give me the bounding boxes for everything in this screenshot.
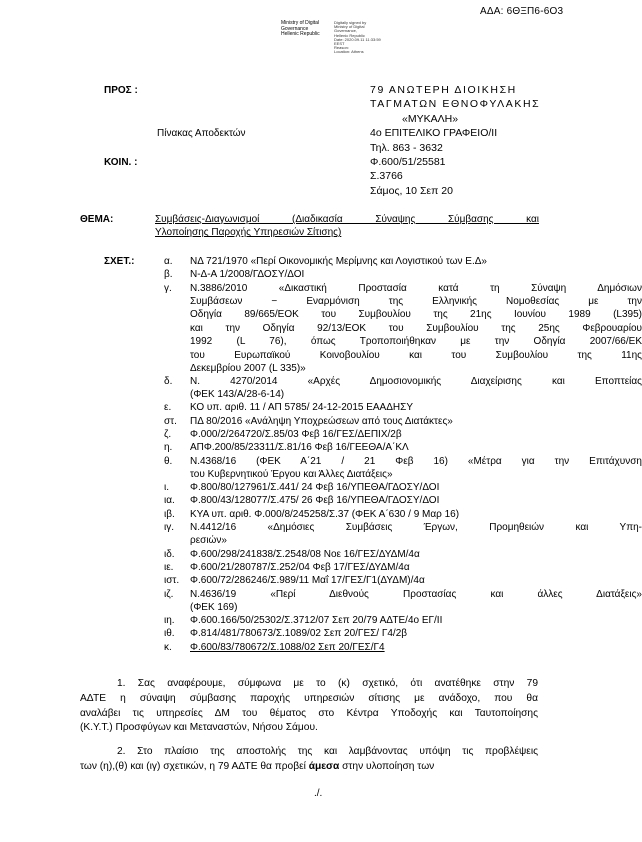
reference-letter: ιστ. <box>164 575 180 587</box>
reference-text: Φ.600/83/780672/Σ.1088/02 Σεπ 20/ΓΕΣ/Γ4 <box>190 641 385 653</box>
reference-text: Φ.600.166/50/25302/Σ.3712/07 Σεπ 20/79 ΑΔΤΕ/4ο ΕΓ/ΙΙ <box>190 615 443 627</box>
reference-text: ΑΠΦ.200/85/23311/Σ.81/16 Φεβ 16/ΓΕΕΘΑ/Α΄ΚΛ <box>190 442 409 454</box>
reference-text: Φ.600/72/286246/Σ.989/11 Μαΐ 17/ΓΕΣ/Γ1(ΔΥΔΜ)/4α <box>190 575 425 587</box>
reference-letter: ιγ. <box>164 522 174 533</box>
reference-letter: ια. <box>164 495 175 507</box>
reference-letter: β. <box>164 269 173 281</box>
reference-letter: α. <box>164 256 173 267</box>
reference-text: ΚΥΑ υπ. αριθ. Φ.000/8/245258/Σ.37 (ΦΕΚ Α΄630 / 9 Μαρ 16) <box>190 508 460 520</box>
reference-text: Ν.4636/19 «Περί Διεθνούς Προστασίας και άλλες Διατάξεις» (ΦΕΚ 169) <box>190 588 642 613</box>
reference-text: Φ.600/21/280787/Σ.252/04 Φεβ 17/ΓΕΣ/ΔΥΔΜ/4α <box>190 561 410 573</box>
digital-signature-block: Digitally signed by Ministry of Digital Governance, Hellenic Republic Date: 2020.09.11 11:33:59 EEST Reason: Location: Athens <box>334 20 381 55</box>
pros-label: ΠΡΟΣ : <box>104 85 138 96</box>
reference-letter: ιθ. <box>164 628 175 640</box>
paragraph-2: 2. Στο πλαίσιο της αποστολής της και λαμβάνοντας υπόψη τις προβλέψεις των (η),(θ) και (ιγ) σχετικών, η 79 ΑΔΤΕ θα προβεί άμεσα στην υλοποίηση των <box>80 746 538 772</box>
references-label: ΣΧΕΤ.: <box>104 256 135 267</box>
reference-text: Ν.4412/16 «Δημόσιες Συμβάσεις Έργων, Προμηθειών και Υπη- ρεσιών» <box>190 522 642 547</box>
sender-address: 79 ΑΝΩΤΕΡΗ ΔΙΟΙΚΗΣΗ ΤΑΓΜΑΤΩΝ ΕΘΝΟΦΥΛΑΚΗΣ «ΜΥΚΑΛΗ» 4ο ΕΠΙΤΕΛΙΚΟ ΓΡΑΦΕΙΟ/ΙΙ Τηλ. 863 - 3632 Φ.600/51/25581 Σ.3766 Σάμος, 10 Σεπ 20 <box>370 84 541 197</box>
reference-letter: ιε. <box>164 561 174 573</box>
reference-text: Φ.800/80/127961/Σ.441/ 24 Φεβ 16/ΥΠΕΘΑ/ΓΔΟΣΥ/ΔΟΙ <box>190 482 440 494</box>
reference-letter: ιδ. <box>164 548 175 560</box>
reference-text: Ν-Δ-Α 1/2008/ΓΔΟΣΥ/ΔΟΙ <box>190 269 305 281</box>
reference-letter: ε. <box>164 402 172 414</box>
ada-code: ΑΔΑ: 6ΘΞΠ6-6Ο3 <box>480 6 564 17</box>
signature-issuer: Ministry of Digital Governance Hellenic Republic <box>281 20 320 37</box>
reference-text: Ν.3886/2010 «Δικαστική Προστασία κατά τη Σύναψη Δημόσιων Συμβάσεων − Εναρμόνιση της Ελληνικής Νομοθεσίας με την Οδηγία 89/665/ΕΟΚ του Συμβουλίου της 21ης Ιουνίου 1989 (L395) και την Οδηγία 92/13/ΕΟΚ του Συμβουλίου της 25ης Φεβρουαρίου 1992 (L 76), όπως Τροποποιήθηκαν με την Οδηγία 2007/66/ΕΚ του Ευρωπαϊκού Κοινοβουλίου και του Συμβουλίου της 11ης Δεκεμβρίου 2007 (L 335)» <box>190 282 642 374</box>
reference-letter: στ. <box>164 415 177 427</box>
reference-letter: γ. <box>164 282 172 294</box>
reference-text: Ν.4368/16 (ΦΕΚ Α΄21 / 21 Φεβ 16) «Μέτρα για την Επιτάχυνση του Κυβερνητικού Έργου και Άλλες Διατάξεις» <box>190 455 642 480</box>
reference-letter: ζ. <box>164 428 172 440</box>
reference-text: Φ.000/2/264720/Σ.85/03 Φεβ 16/ΓΕΣ/ΔΕΠΙΧ/2β <box>190 428 402 440</box>
subject-text: Συμβάσεις-Διαγωνισμοί (Διαδικασία Σύναψης Σύμβασης και Υλοποίησης Παροχής Υπηρεσιών Σίτισης) <box>155 214 539 239</box>
reference-text: Φ.814/481/780673/Σ.1089/02 Σεπ 20/ΓΕΣ/ Γ4/2β <box>190 628 408 640</box>
reference-text: ΝΔ 721/1970 «Περί Οικονομικής Μερίμνης και Λογιστικού των Ε.Δ» <box>190 256 487 267</box>
reference-letter: η. <box>164 442 173 454</box>
reference-letter: θ. <box>164 455 173 467</box>
koin-label: ΚΟΙΝ. : <box>104 157 138 168</box>
reference-letter: ιζ. <box>164 588 174 600</box>
reference-text: Φ.800/43/128077/Σ.475/ 26 Φεβ 16/ΥΠΕΘΑ/ΓΔΟΣΥ/ΔΟΙ <box>190 495 440 507</box>
reference-text: Ν. 4270/2014 «Αρχές Δημοσιονομικής Διαχείρισης και Εποπτείας (ΦΕΚ 143/Α/28-6-14) <box>190 375 642 401</box>
reference-text: ΚΟ υπ. αριθ. 11 / ΑΠ 5785/ 24-12-2015 ΕΑΑΔΗΣΥ <box>190 402 413 414</box>
reference-text: ΠΔ 80/2016 «Ανάληψη Υποχρεώσεων από τους Διατάκτες» <box>190 415 453 427</box>
continued-mark: ./. <box>314 788 323 799</box>
reference-letter: δ. <box>164 375 173 387</box>
emphasis-text: άμεσα <box>308 760 340 772</box>
subject-label: ΘΕΜΑ: <box>80 214 114 225</box>
reference-text: Φ.600/298/241838/Σ.2548/08 Νοε 16/ΓΕΣ/ΔΥΔΜ/4α <box>190 548 420 560</box>
reference-letter: ι. <box>164 482 169 494</box>
paragraph-1: 1. Σας αναφέρουμε, σύμφωνα με το (κ) σχετικό, ότι ανατέθηκε στην 79 ΑΔΤΕ η σύναψη σύμβασης παροχής υπηρεσιών σίτισης με ανάδοχο, που θα αναλάβει τις υπηρεσίες ΔΜ του θέματος στο Κέντρα Υποδοχής και Ταυτοποίησης (Κ.Υ.Τ.) Προσφύγων και Μεταναστών, Νήσου Σάμου. <box>80 678 538 734</box>
distribution-list: Πίνακας Αποδεκτών <box>157 128 246 139</box>
reference-letter: ιη. <box>164 615 175 627</box>
reference-letter: ιβ. <box>164 508 175 520</box>
reference-letter: κ. <box>164 641 172 653</box>
